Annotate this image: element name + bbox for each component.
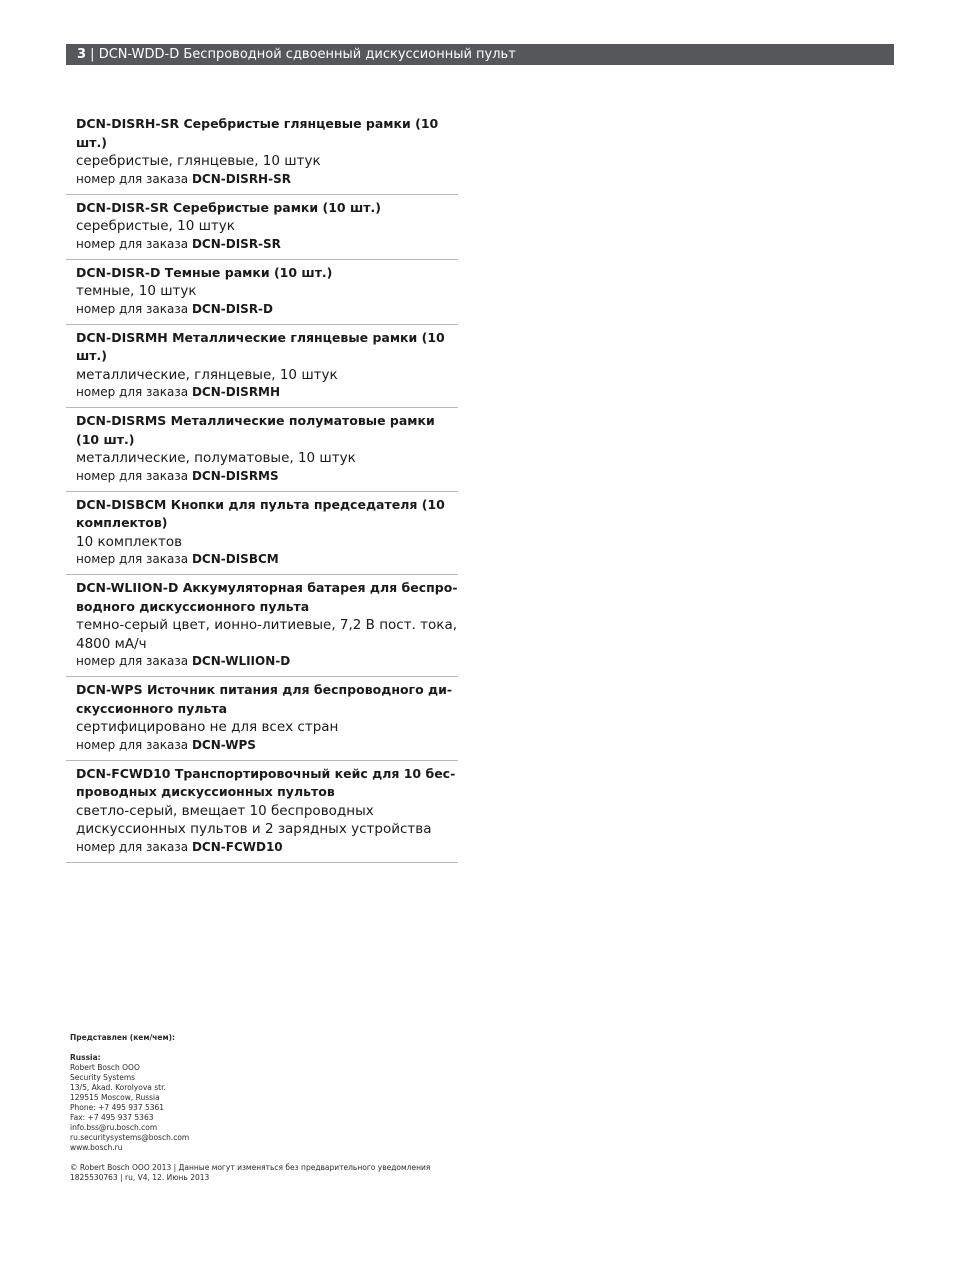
order-number <box>76 737 458 754</box>
order-label: номер для заказа <box>76 468 189 483</box>
order-number <box>76 839 458 856</box>
order-label: номер для заказа <box>76 236 189 251</box>
list-item <box>66 575 458 677</box>
list-item <box>66 260 458 325</box>
order-label: номер для заказа <box>76 171 189 186</box>
item-description: темные, 10 штук <box>76 283 197 299</box>
item-description: серебристые, глянцевые, 10 штук <box>76 153 321 169</box>
list-item <box>66 677 458 761</box>
order-number <box>76 468 458 485</box>
item-description: металлические, полуматовые, 10 штук <box>76 450 356 466</box>
website-line: www.bosch.ru <box>70 1143 123 1152</box>
order-number <box>76 171 458 188</box>
order-code: DCN-DISRMH <box>191 385 281 399</box>
item-description: металлические, глянцевые, 10 штук <box>76 366 338 383</box>
item-title: DCN-WPS Источник питания для беспроводного дискуссионного пульта <box>76 682 453 716</box>
item-title: DCN-FCWD10 Транспортировочный кейс для 10 беспроводных дискуссионных пультов <box>76 765 456 799</box>
page-footer <box>70 1033 670 1183</box>
list-item <box>66 111 458 195</box>
order-code: DCN-DISR-D <box>191 301 273 316</box>
item-title: DCN-DISR-D Темные рамки (10 шт.) <box>76 264 333 280</box>
order-label: номер для заказа <box>76 301 189 316</box>
order-code: DCN-DISR-SR <box>191 236 281 251</box>
header-separator: | <box>86 47 99 62</box>
order-label: номер для заказа <box>76 737 189 752</box>
order-number <box>76 236 458 253</box>
item-title: DCN-DISRMH Металлические глянцевые рамки (10 шт.) <box>76 329 445 363</box>
item-description: 10 комплектов <box>76 533 183 550</box>
item-title: DCN-DISRH-SR Серебристые глянцевые рамки (10 шт.) <box>76 116 439 150</box>
list-item <box>66 408 458 492</box>
order-label: номер для заказа <box>76 385 189 399</box>
email-line: info.bss@ru.bosch.com <box>70 1123 158 1132</box>
document-id: 1825530763 | ru, V4, 12. Июнь 2013 <box>70 1173 210 1182</box>
item-title: DCN-DISR-SR Серебристые рамки (10 шт.) <box>76 199 381 215</box>
order-code: DCN-WPS <box>191 737 256 752</box>
order-label: номер для заказа <box>76 552 189 566</box>
header-title: DCN-WDD-D Беспроводной сдвоенный дискуссионный пульт <box>98 47 516 62</box>
item-description: темно-серый цвет, ионно-литиевые, 7,2 В пост. тока, 4800 мА/ч <box>76 617 458 652</box>
item-title: DCN-DISRMS Металлические полуматовые рамки (10 шт.) <box>76 413 435 447</box>
presented-by-label: Представлен (кем/чем): <box>70 1033 176 1042</box>
order-label: номер для заказа <box>76 839 189 854</box>
order-code: DCN-WLIION-D <box>191 654 291 668</box>
order-number <box>76 301 458 318</box>
fax-line: Fax: +7 495 937 5363 <box>70 1113 154 1122</box>
list-item <box>66 492 458 576</box>
item-title: DCN-DISBCM Кнопки для пульта председателя (10 комплектов) <box>76 496 445 530</box>
item-description: светло-серый, вмещает 10 беспроводных дискуссионных пультов и 2 зарядных устройства <box>76 802 432 837</box>
address-line: 13/5, Akad. Korolyova str. <box>70 1083 166 1092</box>
order-number <box>76 384 458 401</box>
order-code: DCN-DISBCM <box>191 552 279 566</box>
list-item <box>66 195 458 260</box>
copyright: © Robert Bosch OOO 2013 | Данные могут изменяться без предварительного уведомления <box>70 1163 431 1172</box>
item-description: сертифицировано не для всех стран <box>76 719 339 735</box>
order-code: DCN-DISRH-SR <box>191 171 291 186</box>
address-line: Robert Bosch OOO <box>70 1063 140 1072</box>
item-description: серебристые, 10 штук <box>76 218 235 234</box>
address-line: Security Systems <box>70 1073 136 1082</box>
page-number: 3 <box>77 47 87 62</box>
order-number <box>76 551 458 568</box>
order-number <box>76 653 458 670</box>
region-label: Russia: <box>70 1053 101 1062</box>
order-code: DCN-FCWD10 <box>191 839 283 854</box>
email-line: ru.securitysystems@bosch.com <box>70 1133 190 1142</box>
address-line: 129515 Moscow, Russia <box>70 1093 160 1102</box>
accessory-list <box>66 111 458 863</box>
item-title: DCN-WLIION-D Аккумуляторная батарея для беспроводного дискуссионного пульта <box>76 580 458 614</box>
order-code: DCN-DISRMS <box>191 468 279 483</box>
phone-line: Phone: +7 495 937 5361 <box>70 1103 165 1112</box>
list-item <box>66 325 458 409</box>
list-item <box>66 761 458 863</box>
order-label: номер для заказа <box>76 654 189 668</box>
page-header <box>66 44 894 65</box>
